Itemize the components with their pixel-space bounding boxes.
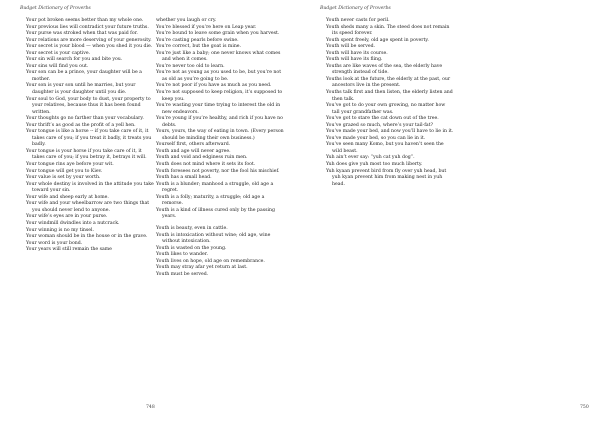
proverb-entry: Your years will still remain the same bbox=[26, 247, 112, 253]
proverb-entry: Youth never casts for peril. bbox=[326, 18, 390, 23]
proverb-entry: Your whole destiny is involved in the attitude you take toward your sin. bbox=[26, 181, 154, 194]
proverb-entry: Your wife’s eyes are in your purse. bbox=[26, 214, 108, 220]
right-page bbox=[300, 0, 600, 424]
proverb-entry: Your relations are more deserving of your generosity. bbox=[26, 37, 152, 43]
proverb-entry: Youth is beauty, even in cattle. bbox=[156, 225, 228, 231]
proverb-entry: Yourself first, others afterward. bbox=[156, 142, 231, 148]
proverb-entry: Youth is a blunder; manhood a struggle, old age a regret. bbox=[156, 181, 274, 194]
proverb-entry: Youth likes to wander. bbox=[156, 252, 208, 258]
proverb-entry: Your tongue will get you to Kiev. bbox=[26, 168, 103, 174]
proverb-entry: Youths look at the future, the elderly at the past, our ancestors live in the present. bbox=[326, 76, 451, 89]
proverb-entry: Your value is set by your worth. bbox=[26, 175, 101, 181]
left-column-2-block-a bbox=[156, 18, 284, 221]
proverb-entry: Youth is a folly; maturity, a struggle; old age a remorse. bbox=[156, 194, 265, 207]
proverb-entry: Youth does not mind where it sets its foot. bbox=[156, 162, 256, 168]
proverb-entry: Youth lives on hope, old age on remembrance. bbox=[156, 258, 265, 264]
proverb-entry: You’re young if you’re healthy, and rich if you have no debts. bbox=[156, 116, 283, 128]
proverb-entry: Youth may stray afar yet return at last. bbox=[156, 265, 248, 271]
proverb-entry: Your secret is your captive. bbox=[26, 50, 91, 56]
running-header: Budget Dictionary of Proverbs bbox=[20, 6, 91, 11]
proverb-entry: You’ve got to stare the cat down out of the tree. bbox=[326, 116, 439, 122]
proverb-entry: You’re not poor if you have as much as you need. bbox=[156, 83, 272, 89]
proverb-entry: Youth is intoxication without wine; old age, wine without intoxication. bbox=[156, 232, 271, 245]
proverb-entry: Your windmill dwindles into a nutcrack. bbox=[26, 220, 120, 226]
proverb-entry: Your thrift’s as good as the profit of a yell hen. bbox=[26, 122, 136, 128]
proverb-entry: You’ve seen many Komo, but you haven’t seen the wild beast. bbox=[326, 142, 444, 154]
proverb-entry: Your word is your bond. bbox=[26, 240, 83, 246]
proverb-entry: Your tongue is like a horse -- if you take care of it, it takes care of you; if you treat it badly, it treats you badly. bbox=[26, 129, 152, 148]
proverb-entry: Youth is a kind of illness cured only by the passing years. bbox=[156, 207, 275, 220]
proverb-entry: Youth will have its course. bbox=[326, 50, 388, 56]
proverb-entry: Your secret is your blood — when you shed it you die. bbox=[26, 44, 153, 50]
proverb-entry: Yuh kyaan prevent bird from fly over yuh head, but yuh kyan prevent him from making nest in yuh head. bbox=[326, 168, 447, 187]
proverb-entry: Youth and void and edginess ruin men. bbox=[156, 155, 248, 161]
proverb-entry: Yuh ain’t ever say: “yuh cat yuh dog”. bbox=[326, 155, 415, 161]
left-column-1 bbox=[26, 18, 154, 254]
proverb-entry: You’re bound to leave some grain when you harvest. bbox=[156, 31, 280, 37]
proverb-entry: Your wife and sheep early at home. bbox=[26, 194, 109, 200]
proverb-entry: Youths talk first and then listen, the elderly listen and then talk. bbox=[326, 90, 453, 102]
proverb-entry: Your son is your son until he marries, but your daughter is your daughter until you die. bbox=[26, 83, 136, 96]
page-number: 748 bbox=[146, 405, 155, 410]
right-column-1 bbox=[326, 18, 454, 188]
proverb-entry: Yuh does give yuh most too much liberty. bbox=[326, 162, 423, 168]
proverb-entry: You’re blessed if you’re here on Leap year. bbox=[156, 24, 257, 30]
proverb-entry: You’re casting pearls before swine. bbox=[156, 37, 239, 43]
proverb-entry: Your winning is no my tinsel. bbox=[26, 227, 95, 233]
page-number: 750 bbox=[580, 405, 589, 410]
proverb-entry: Youth and age will never agree. bbox=[156, 148, 231, 154]
proverb-entry: Your son can be a prince, your daughter will be a mother. bbox=[26, 70, 142, 82]
proverb-entry: Yours, yours, the way of eating in town. (Every person should be minding their own business.) bbox=[156, 129, 284, 141]
proverb-entry: Your sins will find you out. bbox=[26, 63, 89, 69]
proverb-entry: Youth spent freely, old age spent in poverty. bbox=[326, 37, 429, 43]
left-column-2-block-b bbox=[156, 226, 284, 278]
proverb-entry: Your woman should be in the house or in the grave. bbox=[26, 234, 148, 240]
proverb-entry: Your tongue rins aye before your wit. bbox=[26, 162, 114, 168]
proverb-entry: You’re wasting your time trying to interest the old in new endeavors. bbox=[156, 103, 281, 115]
proverb-entry: You’re just like a baby; one never knows what comes and when it comes. bbox=[156, 50, 281, 63]
proverb-entry: Your purse was stroked when that was paid for. bbox=[26, 31, 138, 37]
proverb-entry: Your soul to God, your body to dust, your property to your relatives, because thus it has been found written. bbox=[26, 96, 151, 115]
proverb-entry: Youth is wasted on the young. bbox=[156, 245, 227, 251]
proverb-entry: Your sin will search for you and bite you. bbox=[26, 57, 123, 63]
proverb-entry: Youth will have its fling. bbox=[326, 57, 383, 63]
proverb-entry: Your tongue is your horse if you take care of it, it takes care of you; if you betray it, betrays it will. bbox=[26, 148, 147, 161]
proverb-entry: You’re never too old to learn. bbox=[156, 63, 225, 69]
proverb-entry: You’ve got to do your own growing, no matter how tall your grandfather was. bbox=[326, 103, 446, 115]
proverb-entry: You’re correct, but the goat is mine. bbox=[156, 44, 242, 50]
proverb-entry: whether you laugh or cry. bbox=[156, 18, 217, 23]
proverb-entry: Youth will be served. bbox=[326, 44, 376, 50]
proverb-entry: You’ve made your bed, so you can lie in it. bbox=[326, 135, 426, 141]
proverb-entry: Youth must be served. bbox=[156, 271, 209, 277]
proverb-entry: You’ve made your bed, and now you’ll have to lie in it. bbox=[326, 129, 454, 135]
proverb-entry: Youths are like waves of the sea, the elderly have strength instead of tide. bbox=[326, 63, 443, 76]
proverb-entry: Youth has a small head. bbox=[156, 175, 212, 181]
proverb-entry: Your wife and your wheelbarrow are two things that you should never lend to anyone. bbox=[26, 201, 150, 213]
proverb-entry: Your previous lies will contradict your future truths. bbox=[26, 24, 149, 30]
proverb-entry: Youth sheds many a skin. The steed does not remain its speed forever. bbox=[326, 24, 450, 37]
proverb-entry: Your thoughts go no farther than your vocabulary. bbox=[26, 116, 144, 122]
proverb-entry: Youth foresees not poverty, nor the fool his mischief. bbox=[156, 168, 280, 174]
running-header: Budget Dictionary of Proverbs bbox=[320, 6, 391, 11]
proverb-entry: You’re not supposed to keep religion, it’s supposed to keep you. bbox=[156, 90, 283, 102]
left-column-2 bbox=[156, 18, 284, 278]
proverb-entry: Your pot broken seems better than my whole one. bbox=[26, 18, 144, 23]
proverb-entry: You’ve grazed so much, where’s your tail-fat? bbox=[326, 122, 434, 128]
proverb-entry: You’re not as young as you used to be, but you’re not as old as you’re going to be. bbox=[156, 70, 282, 82]
